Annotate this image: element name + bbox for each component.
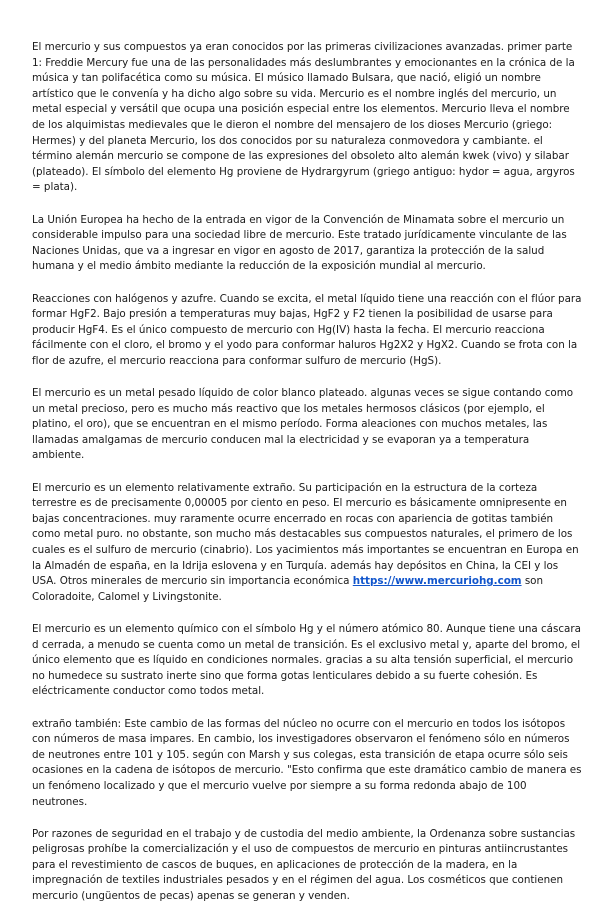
- occurrence-text-before: El mercurio es un elemento relativamente extraño. Su participación en la estructura de la corteza terrestre es de precisamente 0,00005 por ciento en peso. El mercurio es básicamente omnipresente en bajas concentraciones. muy raramente ocurre encerrado en rocas con apariencia de gotitas también como metal puro. no obstante, son mucho más destacables sus compuestos naturales, el primero de los cuales es el sulfuro de mercurio (cinabrio). Los yacimientos más importantes se encuentran en Europa en la Almadén de españa, en la Idrija eslovena y en Turquía. además hay depósitos en China, la CEI y los USA. Otros minerales de mercurio sin importancia económica: [32, 481, 579, 588]
- paragraph-chemical-element: El mercurio es un elemento químico con el símbolo Hg y el número atómico 80. Aunque tiene una cáscara d cerrada, a menudo se cuenta como un metal de transición. Es el exclusivo metal y, aparte del bromo, el único elemento que es líquido en condiciones normales. gracias a su alta tensión superficial, el mercurio no humedece su sustrato inerte sino que forma gotas lenticulares debido a su fuerte cohesión. Es eléctricamente conductor como todos metal.: [32, 622, 581, 698]
- paragraph-regulations: Por razones de seguridad en el trabajo y de custodia del medio ambiente, la Ordenanza sobre sustancias peligrosas prohíbe la comercialización y el uso de compuestos de mercurio en pinturas antiincrustantes para el revestimiento de cascos de buques, en aplicaciones de protección de la madera, en la impregnación de textiles industriales pesados y en el régimen del agua. Los cosméticos que contienen mercurio (ungüentos de pecas) apenas se generan y venden.: [32, 827, 576, 903]
- occurrence-text-after: son Coloradoite, Calomel y Livingstonite.: [32, 575, 544, 603]
- paragraph-heavy-metal: El mercurio es un metal pesado líquido de color blanco plateado. algunas veces se sigue contando como un metal precioso, pero es mucho más reactivo que los metales hermosos clásicos (por ejemplo, el platino, el oro), que se encuentran en el mismo período. Forma aleaciones con muchos metales, las llamadas amalgamas de mercurio conducen mal la electricidad y se evaporan ya a temperatura ambiente.: [32, 387, 574, 462]
- paragraph-occurrence: [32, 481, 582, 606]
- paragraph-halogen-reactions: Reacciones con halógenos y azufre. Cuando se excita, el metal líquido tiene una reacción con el flúor para formar HgF2. Bajo presión a temperaturas muy bajas, HgF2 y F2 tienen la posibilidad de usarse para producir HgF4. Es el único compuesto de mercurio con Hg(IV) hasta la fecha. El mercurio reacciona fácilmente con el cloro, el bromo y el yodo para conformar haluros Hg2X2 y HgX2. Cuando se frota con la flor de azufre, el mercurio reacciona para conformar sulfuro de mercurio (HgS).: [32, 292, 582, 367]
- document-body: [32, 40, 582, 921]
- mercuriohg-link[interactable]: https://www.mercuriohg.com: [352, 575, 522, 588]
- paragraph-minamata-convention: La Unión Europea ha hecho de la entrada en vigor de la Convención de Minamata sobre el mercurio un considerable impulso para una sociedad libre de mercurio. Este tratado jurídicamente vinculante de las Naciones Unidas, que va a ingresar en vigor en agosto de 2017, garantiza la protección de la salud humana y el medio ámbito mediante la reducción de la exposición mundial al mercurio.: [32, 213, 567, 273]
- paragraph-isotopes: extraño también: Este cambio de las formas del núcleo no ocurre con el mercurio en todos los isótopos con números de masa impares. En cambio, los investigadores observaron el fenómeno sólo en números de neutrones entre 101 y 105. según con Marsh y sus colegas, esta transición de etapa ocurre sólo seis ocasiones en la cadena de isótopos de mercurio. "Esto confirma que este dramático cambio de manera es un fenómeno localizado y que el mercurio vuelve por siempre a su forma redonda abajo de 100 neutrones.: [32, 717, 582, 808]
- paragraph-mercury-history: El mercurio y sus compuestos ya eran conocidos por las primeras civilizaciones avanzadas. primer parte 1: Freddie Mercury fue una de las personalidades más deslumbrantes y emocionantes en la crónica de la música y tan polifacética como su música. El músico llamado Bulsara, que nació, eligió un nombre artístico que le convenía y ha dicho algo sobre su vida. Mercurio es el nombre inglés del mercurio, un metal especial y versátil que ocupa una posición especial entre los elementos. Mercurio lleva el nombre de los alquimistas medievales que le dieron el nombre del mensajero de los dioses Mercurio (griego: Hermes) y del planeta Mercurio, los dos conocidos por su naturaleza conmovedora y cambiante. el término alemán mercurio se compone de las expresiones del obsoleto alto alemán kwek (vivo) y silabar (plateado). El símbolo del elemento Hg proviene de Hydrargyrum (griego antiguo: hydor = agua, argyros = plata).: [32, 41, 575, 194]
